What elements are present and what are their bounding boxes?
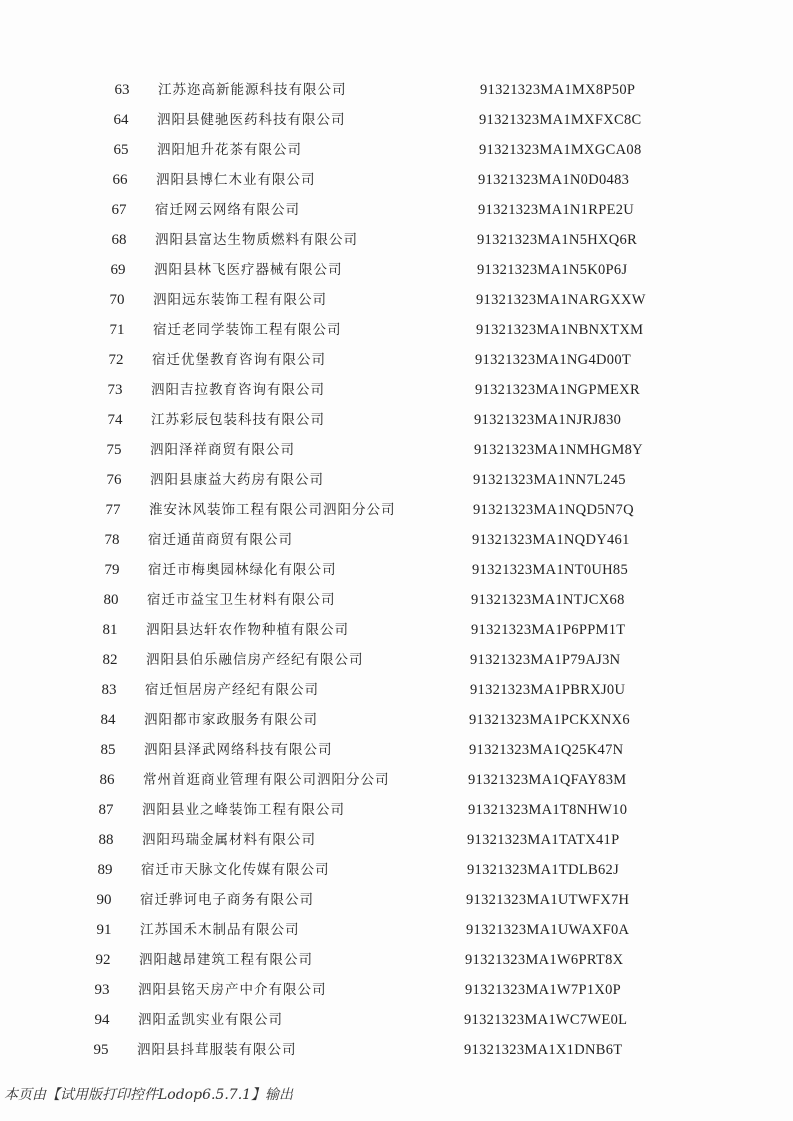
company-name: 常州首逛商业管理有限公司泗阳分公司 — [143, 772, 390, 788]
print-footer: 本页由【试用版打印控件Lodop6.5.7.1】输出 — [4, 1087, 294, 1103]
credit-code: 91321323MA1NN7L245 — [473, 472, 626, 488]
company-name: 泗阳县博仁木业有限公司 — [156, 172, 316, 188]
table-row — [0, 795, 793, 825]
company-name: 宿迁老同学装饰工程有限公司 — [153, 322, 342, 338]
row-number: 90 — [96, 892, 112, 908]
credit-code: 91321323MA1T8NHW10 — [468, 802, 628, 818]
table-row — [0, 435, 793, 465]
row-number: 95 — [93, 1042, 109, 1058]
row-number: 69 — [110, 262, 126, 278]
row-number: 73 — [107, 382, 123, 398]
table-row — [0, 825, 793, 855]
row-number: 93 — [94, 982, 110, 998]
row-number: 87 — [98, 802, 114, 818]
row-number: 85 — [100, 742, 116, 758]
row-number: 72 — [108, 352, 124, 368]
company-name: 泗阳县泽武网络科技有限公司 — [144, 742, 333, 758]
credit-code: 91321323MA1NQDY461 — [472, 532, 630, 548]
table-row — [0, 525, 793, 555]
row-number: 77 — [105, 502, 121, 518]
row-number: 74 — [107, 412, 123, 428]
company-name: 泗阳旭升花茶有限公司 — [157, 142, 302, 158]
table-row — [0, 405, 793, 435]
credit-code: 91321323MA1TDLB62J — [467, 862, 620, 878]
credit-code: 91321323MA1NG4D00T — [475, 352, 632, 368]
credit-code: 91321323MA1TATX41P — [467, 832, 620, 848]
company-list — [0, 75, 793, 1065]
credit-code: 91321323MA1W6PRT8X — [465, 952, 624, 968]
company-name: 宿迁市梅奥园林绿化有限公司 — [148, 562, 337, 578]
company-name: 泗阳吉拉教育咨询有限公司 — [151, 382, 325, 398]
credit-code: 91321323MA1NMHGM8Y — [474, 442, 643, 458]
credit-code: 91321323MA1P79AJ3N — [470, 652, 621, 668]
row-number: 63 — [114, 82, 130, 98]
table-row — [0, 375, 793, 405]
company-name: 泗阳县伯乐融信房产经纪有限公司 — [146, 652, 364, 668]
credit-code: 91321323MA1UTWFX7H — [466, 892, 630, 908]
table-row — [0, 885, 793, 915]
company-name: 泗阳县康益大药房有限公司 — [150, 472, 324, 488]
credit-code: 91321323MA1UWAXF0A — [466, 922, 630, 938]
table-row — [0, 735, 793, 765]
credit-code: 91321323MA1NT0UH85 — [472, 562, 629, 578]
credit-code: 91321323MA1NTJCX68 — [471, 592, 625, 608]
table-row — [0, 855, 793, 885]
row-number: 64 — [113, 112, 129, 128]
row-number: 94 — [94, 1012, 110, 1028]
company-name: 泗阳远东装饰工程有限公司 — [153, 292, 327, 308]
company-name: 泗阳县抖茸服装有限公司 — [137, 1042, 297, 1058]
credit-code: 91321323MA1MXGCA08 — [479, 142, 642, 158]
row-number: 65 — [113, 142, 129, 158]
company-name: 泗阳泽祥商贸有限公司 — [150, 442, 295, 458]
table-row — [0, 345, 793, 375]
row-number: 83 — [101, 682, 117, 698]
table-row — [0, 135, 793, 165]
credit-code: 91321323MA1X1DNB6T — [464, 1042, 623, 1058]
table-row — [0, 615, 793, 645]
company-name: 宿迁市天脉文化传媒有限公司 — [141, 862, 330, 878]
table-row — [0, 165, 793, 195]
row-number: 68 — [111, 232, 127, 248]
credit-code: 91321323MA1WC7WE0L — [464, 1012, 628, 1028]
company-name: 泗阳孟凯实业有限公司 — [138, 1012, 283, 1028]
company-name: 泗阳县林飞医疗器械有限公司 — [154, 262, 343, 278]
row-number: 70 — [109, 292, 125, 308]
company-name: 宿迁优堡教育咨询有限公司 — [152, 352, 326, 368]
row-number: 92 — [95, 952, 111, 968]
credit-code: 91321323MA1MXFXC8C — [479, 112, 642, 128]
table-row — [0, 645, 793, 675]
row-number: 66 — [112, 172, 128, 188]
company-name: 淮安沐风装饰工程有限公司泗阳分公司 — [149, 502, 396, 518]
table-row — [0, 465, 793, 495]
table-row — [0, 975, 793, 1005]
company-name: 泗阳玛瑞金属材料有限公司 — [142, 832, 316, 848]
table-row — [0, 585, 793, 615]
row-number: 78 — [104, 532, 120, 548]
company-name: 宿迁网云网络有限公司 — [155, 202, 300, 218]
company-name: 泗阳县业之峰装饰工程有限公司 — [142, 802, 345, 818]
credit-code: 91321323MA1MX8P50P — [480, 82, 636, 98]
table-row — [0, 105, 793, 135]
company-name: 江苏国禾木制品有限公司 — [140, 922, 300, 938]
table-row — [0, 765, 793, 795]
table-row — [0, 915, 793, 945]
credit-code: 91321323MA1N1RPE2U — [478, 202, 635, 218]
company-name: 泗阳县富达生物质燃料有限公司 — [155, 232, 358, 248]
table-row — [0, 195, 793, 225]
table-row — [0, 225, 793, 255]
table-row — [0, 1005, 793, 1035]
row-number: 89 — [97, 862, 113, 878]
row-number: 71 — [109, 322, 125, 338]
credit-code: 91321323MA1NARGXXW — [476, 292, 646, 308]
row-number: 76 — [106, 472, 122, 488]
company-name: 宿迁骅诃电子商务有限公司 — [140, 892, 314, 908]
table-row — [0, 675, 793, 705]
table-row — [0, 75, 793, 105]
company-name: 江苏迩高新能源科技有限公司 — [158, 82, 347, 98]
credit-code: 91321323MA1QFAY83M — [468, 772, 627, 788]
credit-code: 91321323MA1PBRXJ0U — [470, 682, 626, 698]
row-number: 82 — [102, 652, 118, 668]
row-number: 91 — [96, 922, 112, 938]
credit-code: 91321323MA1NQD5N7Q — [473, 502, 634, 518]
credit-code: 91321323MA1P6PPM1T — [471, 622, 626, 638]
row-number: 79 — [104, 562, 120, 578]
credit-code: 91321323MA1N5K0P6J — [477, 262, 628, 278]
credit-code: 91321323MA1NGPMEXR — [475, 382, 640, 398]
company-name: 宿迁通苗商贸有限公司 — [148, 532, 293, 548]
table-row — [0, 495, 793, 525]
credit-code: 91321323MA1Q25K47N — [469, 742, 624, 758]
company-name: 江苏彩辰包装科技有限公司 — [151, 412, 325, 428]
table-row — [0, 555, 793, 585]
table-row — [0, 285, 793, 315]
credit-code: 91321323MA1N5HXQ6R — [477, 232, 638, 248]
row-number: 86 — [99, 772, 115, 788]
credit-code: 91321323MA1N0D0483 — [478, 172, 630, 188]
table-row — [0, 705, 793, 735]
company-name: 宿迁恒居房产经纪有限公司 — [145, 682, 319, 698]
table-row — [0, 315, 793, 345]
company-name: 泗阳县铭天房产中介有限公司 — [138, 982, 327, 998]
row-number: 75 — [106, 442, 122, 458]
credit-code: 91321323MA1PCKXNX6 — [469, 712, 630, 728]
credit-code: 91321323MA1NBNXTXM — [476, 322, 644, 338]
table-row — [0, 255, 793, 285]
company-name: 泗阳县健驰医药科技有限公司 — [157, 112, 346, 128]
table-row — [0, 1035, 793, 1065]
credit-code: 91321323MA1W7P1X0P — [465, 982, 622, 998]
table-row — [0, 945, 793, 975]
company-name: 泗阳越昂建筑工程有限公司 — [139, 952, 313, 968]
row-number: 88 — [98, 832, 114, 848]
row-number: 84 — [100, 712, 116, 728]
company-name: 泗阳都市家政服务有限公司 — [144, 712, 318, 728]
credit-code: 91321323MA1NJRJ830 — [474, 412, 622, 428]
row-number: 80 — [103, 592, 119, 608]
company-name: 宿迁市益宝卫生材料有限公司 — [147, 592, 336, 608]
company-name: 泗阳县达轩农作物种植有限公司 — [146, 622, 349, 638]
row-number: 67 — [111, 202, 127, 218]
row-number: 81 — [102, 622, 118, 638]
